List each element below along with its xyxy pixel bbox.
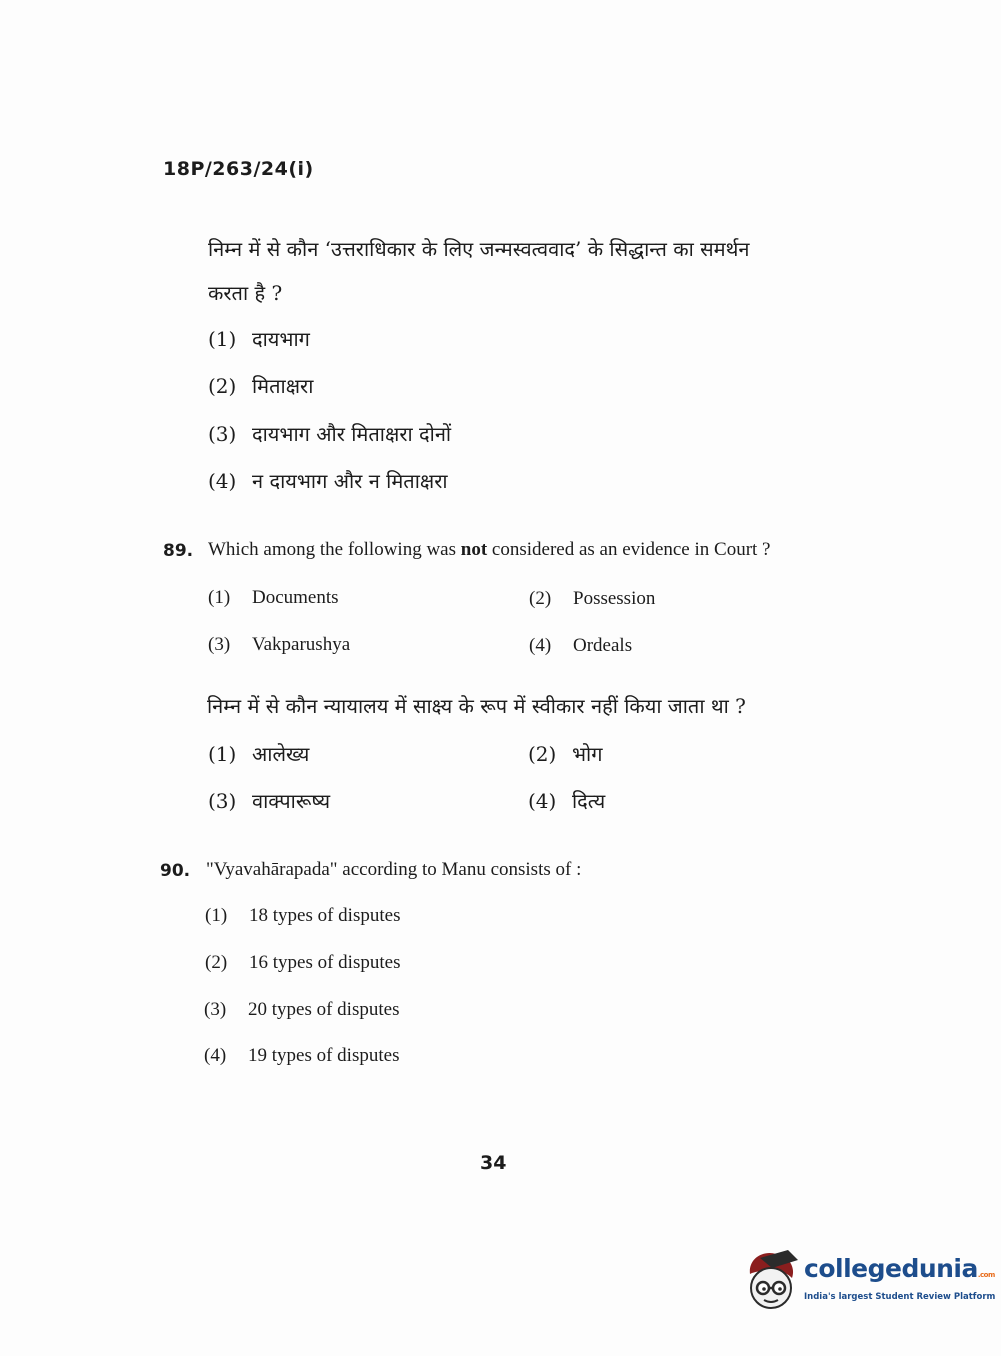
option-number: (2) <box>529 588 552 609</box>
q89-number: 89. <box>163 541 194 561</box>
q89-question-pre: Which among the following was <box>208 539 461 560</box>
option-number: (4) <box>528 789 557 813</box>
q89-hindi-option-2 <box>528 740 603 767</box>
q89-option-2 <box>529 588 655 610</box>
q90-option-3 <box>204 999 399 1021</box>
option-number: (2) <box>208 374 237 398</box>
q89-hindi-option-3 <box>208 787 330 814</box>
option-number: (1) <box>208 587 231 608</box>
q90-option-4 <box>204 1045 399 1067</box>
option-text: मिताक्षरा <box>252 374 314 398</box>
option-number: (1) <box>208 742 237 766</box>
q88-hindi-option-4 <box>208 467 448 494</box>
mascot-icon <box>742 1248 802 1312</box>
option-text: Possession <box>573 588 656 609</box>
q89-question-post: considered as an evidence in Court ? <box>487 539 771 560</box>
q89-option-4 <box>529 635 632 657</box>
option-text: वाक्पारूष्य <box>252 789 331 813</box>
logo-wordmark <box>804 1254 995 1283</box>
option-text: दायभाग और मिताक्षरा दोनों <box>252 422 452 446</box>
q88-hindi-question-line1: निम्न में से कौन ‘उत्तराधिकार के लिए जन्मस्वत्ववाद’ के सिद्धान्त का समर्थन <box>208 237 750 261</box>
option-text: दायभाग <box>252 327 310 351</box>
page-number: 34 <box>480 1152 507 1174</box>
option-number: (3) <box>208 789 237 813</box>
q89-question <box>208 539 770 561</box>
q90-option-1 <box>205 905 400 927</box>
q89-option-3 <box>208 634 350 656</box>
option-text: 16 types of disputes <box>249 952 401 973</box>
option-text: भोग <box>572 742 603 766</box>
q90-question: "Vyavahārapada" according to Manu consists of : <box>206 859 582 880</box>
option-number: (1) <box>208 327 237 351</box>
option-number: (2) <box>205 952 228 973</box>
option-number: (3) <box>208 422 237 446</box>
option-text: 20 types of disputes <box>248 999 400 1020</box>
q88-hindi-option-1 <box>208 325 310 352</box>
logo-name: collegedunia <box>804 1254 978 1283</box>
q89-hindi-question: निम्न में से कौन न्यायालय में साक्ष्य के रूप में स्वीकार नहीं किया जाता था ? <box>207 694 746 718</box>
option-text: 19 types of disputes <box>248 1045 400 1066</box>
option-number: (4) <box>529 635 552 656</box>
option-number: (4) <box>204 1045 227 1066</box>
q90-option-2 <box>205 952 400 974</box>
logo-tagline: India's largest Student Review Platform <box>804 1292 996 1302</box>
option-text: न दायभाग और न मिताक्षरा <box>252 469 448 493</box>
q89-question-bold: not <box>460 539 488 560</box>
collegedunia-logo <box>742 1248 996 1314</box>
option-text: Ordeals <box>573 635 633 656</box>
option-number: (3) <box>204 999 227 1020</box>
option-number: (4) <box>208 469 237 493</box>
option-text: दित्य <box>572 789 606 813</box>
option-text: Documents <box>252 587 339 608</box>
paper-code: 18P/263/24(i) <box>163 158 314 180</box>
option-number: (3) <box>208 634 231 655</box>
option-text: आलेख्य <box>252 742 310 766</box>
logo-domain-suffix: .com <box>977 1271 995 1279</box>
option-text: Vakparushya <box>252 634 351 655</box>
q88-hindi-option-2 <box>208 372 313 399</box>
q88-hindi-question-line2: करता है ? <box>208 281 283 305</box>
q90-number: 90. <box>160 861 191 881</box>
option-text: 18 types of disputes <box>249 905 401 926</box>
q88-hindi-option-3 <box>208 420 451 447</box>
q89-hindi-option-4 <box>528 787 605 814</box>
q89-hindi-option-1 <box>208 740 309 767</box>
option-number: (1) <box>205 905 228 926</box>
option-number: (2) <box>528 742 557 766</box>
q89-option-1 <box>208 587 339 609</box>
